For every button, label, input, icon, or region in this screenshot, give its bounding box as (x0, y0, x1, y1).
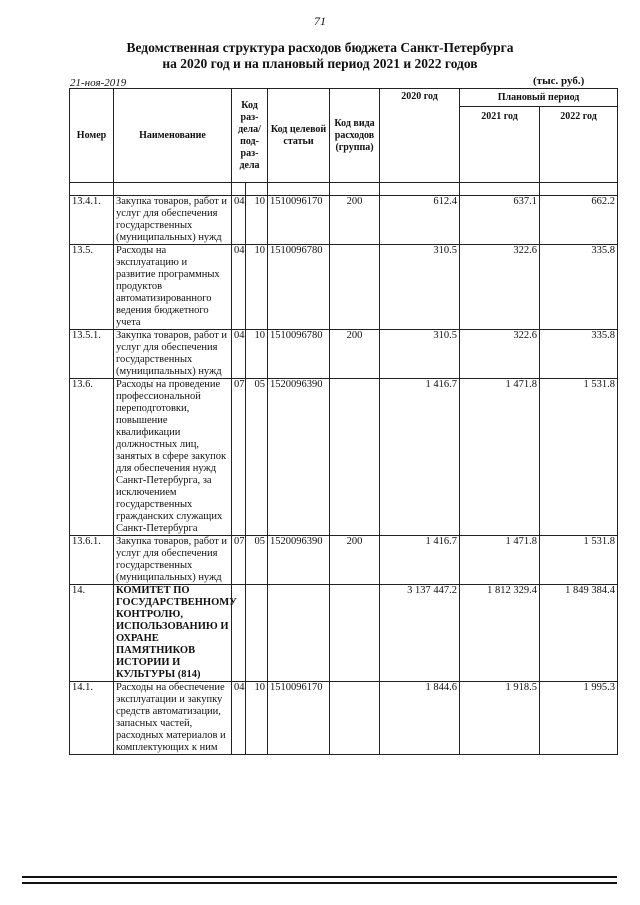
row-section: 04 (232, 196, 246, 245)
row-subsection: 05 (246, 379, 268, 536)
header-expense-type-code: Код вида расходов (группа) (330, 89, 380, 183)
row-name: Закупка товаров, работ и услуг для обеспечения государственных (муниципальных) нужд (114, 196, 232, 245)
row-section: 04 (232, 330, 246, 379)
row-2020: 612.4 (380, 196, 460, 245)
row-2022: 335.8 (540, 245, 618, 330)
row-type: 200 (330, 536, 380, 585)
row-number: 13.6.1. (70, 536, 114, 585)
header-planned-period: Плановый период (460, 89, 618, 107)
row-section: 07 (232, 536, 246, 585)
row-type (330, 682, 380, 755)
row-type (330, 379, 380, 536)
row-type (330, 245, 380, 330)
row-number: 13.5. (70, 245, 114, 330)
header-section-code: Код раз-дела/ под-раз-дела (232, 89, 268, 183)
title-line-1: Ведомственная структура расходов бюджета Санкт-Петербурга (126, 40, 514, 55)
table-row (70, 196, 618, 245)
row-number: 13.5.1. (70, 330, 114, 379)
row-2021: 1 471.8 (460, 536, 540, 585)
header-target-code: Код целевой статьи (268, 89, 330, 183)
row-2020: 310.5 (380, 245, 460, 330)
row-target: 1510096780 (268, 245, 330, 330)
table-row (70, 536, 618, 585)
row-target: 1510096780 (268, 330, 330, 379)
row-2022: 335.8 (540, 330, 618, 379)
units-label: (тыс. руб.) (533, 75, 585, 87)
row-type: 200 (330, 196, 380, 245)
row-2021: 322.6 (460, 330, 540, 379)
row-number: 13.6. (70, 379, 114, 536)
row-section: 04 (232, 245, 246, 330)
row-2020: 1 416.7 (380, 379, 460, 536)
row-name: Расходы на эксплуатацию и развитие программных продуктов автоматизированного ведения бюджетного учета (114, 245, 232, 330)
row-name: Закупка товаров, работ и услуг для обеспечения государственных (муниципальных) нужд (114, 330, 232, 379)
row-2021: 637.1 (460, 196, 540, 245)
row-target: 1520096390 (268, 536, 330, 585)
row-section: 04 (232, 682, 246, 755)
row-number: 14. (70, 585, 114, 682)
table-row (70, 330, 618, 379)
row-2022: 1 531.8 (540, 379, 618, 536)
row-target: 1510096170 (268, 196, 330, 245)
row-2020: 3 137 447.2 (380, 585, 460, 682)
row-type (330, 585, 380, 682)
row-2022: 1 849 384.4 (540, 585, 618, 682)
budget-table (69, 88, 618, 755)
row-subsection: 10 (246, 245, 268, 330)
row-2022: 1 995.3 (540, 682, 618, 755)
row-target: 1520096390 (268, 379, 330, 536)
document-date: 21-ноя-2019 (70, 77, 127, 89)
row-subsection: 10 (246, 196, 268, 245)
footer-rule-top (22, 876, 617, 878)
row-subsection (246, 585, 268, 682)
table-row (70, 379, 618, 536)
row-target (268, 585, 330, 682)
row-2020: 1 844.6 (380, 682, 460, 755)
row-2021: 322.6 (460, 245, 540, 330)
row-2021: 1 812 329.4 (460, 585, 540, 682)
row-2020: 310.5 (380, 330, 460, 379)
header-spacer-row (70, 183, 618, 196)
row-2022: 1 531.8 (540, 536, 618, 585)
row-subsection: 05 (246, 536, 268, 585)
header-name: Наименование (114, 89, 232, 183)
table-row (70, 682, 618, 755)
page-title (0, 40, 640, 72)
title-line-2: на 2020 год и на плановый период 2021 и 2022 годов (162, 56, 478, 71)
row-name: КОМИТЕТ ПО ГОСУДАРСТВЕННОМУ КОНТРОЛЮ, ИСПОЛЬЗОВАНИЮ И ОХРАНЕ ПАМЯТНИКОВ ИСТОРИИ И КУЛЬТУРЫ (814) (114, 585, 232, 682)
footer-rule-bottom (22, 882, 617, 884)
row-2021: 1 918.5 (460, 682, 540, 755)
row-section: 07 (232, 379, 246, 536)
header-2021: 2021 год (460, 107, 540, 183)
header-2022: 2022 год (540, 107, 618, 183)
row-number: 13.4.1. (70, 196, 114, 245)
row-target: 1510096170 (268, 682, 330, 755)
row-type: 200 (330, 330, 380, 379)
row-name: Расходы на проведение профессиональной переподготовки, повышение квалификации должностных лиц, занятых в сфере закупок для обеспечения нужд Санкт-Петербурга, за исключением государственных гражданских служащих Санкт-Петербурга (114, 379, 232, 536)
page-number: 71 (314, 14, 326, 28)
row-subsection: 10 (246, 330, 268, 379)
row-2020: 1 416.7 (380, 536, 460, 585)
row-number: 14.1. (70, 682, 114, 755)
header-2020: 2020 год (380, 89, 460, 183)
table-row (70, 245, 618, 330)
header-number: Номер (70, 89, 114, 183)
row-2021: 1 471.8 (460, 379, 540, 536)
row-name: Закупка товаров, работ и услуг для обеспечения государственных (муниципальных) нужд (114, 536, 232, 585)
table-row-department (70, 585, 618, 682)
row-name: Расходы на обеспечение эксплуатации и закупку средств автоматизации, запасных частей, расходных материалов и комплектующих к ним (114, 682, 232, 755)
row-2022: 662.2 (540, 196, 618, 245)
row-subsection: 10 (246, 682, 268, 755)
